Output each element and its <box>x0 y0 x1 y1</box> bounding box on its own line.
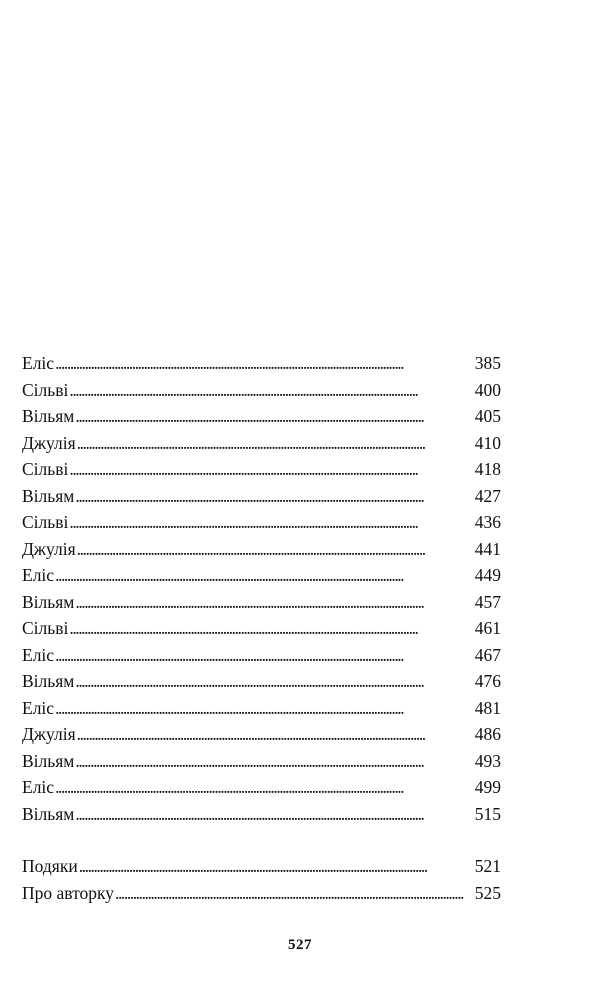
toc-entry-page: 461 <box>474 618 501 638</box>
toc-entry-title: Вільям <box>22 750 75 771</box>
toc-entry-page: 436 <box>474 512 501 532</box>
toc-entry-page: 493 <box>474 750 501 771</box>
toc-entry-page: 385 <box>474 353 501 373</box>
dot-leader <box>55 774 474 801</box>
toc-entry-title: Джулія <box>22 432 76 453</box>
toc-entry-page: 499 <box>474 777 501 797</box>
toc-entry <box>22 430 501 457</box>
dot-leader <box>77 430 474 457</box>
toc-entry-title: Еліс <box>22 353 55 373</box>
dot-leader <box>75 483 473 510</box>
toc-entry <box>22 562 501 589</box>
toc-entry-page: 400 <box>474 379 501 400</box>
toc-entry-page: 486 <box>474 724 501 744</box>
dot-leader <box>75 589 473 616</box>
dot-leader <box>75 668 473 695</box>
toc-entry <box>22 721 501 748</box>
toc-entry-title: Еліс <box>22 777 55 797</box>
dot-leader <box>55 695 474 722</box>
toc-entry-title: Про авторку <box>22 882 115 903</box>
toc-entry-title: Еліс <box>22 565 55 585</box>
toc-entry-title: Сільві <box>22 512 69 532</box>
dot-leader <box>55 562 474 589</box>
toc-entry <box>22 536 501 563</box>
dot-leader <box>69 615 473 642</box>
table-of-contents <box>22 350 501 827</box>
dot-leader <box>77 721 474 748</box>
dot-leader <box>75 748 473 775</box>
toc-entry <box>22 853 501 880</box>
toc-entry-page: 418 <box>474 459 501 479</box>
toc-entry <box>22 483 501 510</box>
toc-entry <box>22 695 501 722</box>
back-matter-contents <box>22 853 501 906</box>
dot-leader <box>77 536 474 563</box>
toc-entry <box>22 801 501 828</box>
toc-entry <box>22 403 501 430</box>
toc-entry-page: 476 <box>474 671 501 691</box>
toc-entry-page: 525 <box>474 882 501 903</box>
toc-entry-title: Джулія <box>22 538 76 559</box>
dot-leader <box>115 880 474 907</box>
toc-entry-page: 467 <box>474 644 501 665</box>
toc-entry-title: Еліс <box>22 697 55 718</box>
dot-leader <box>75 801 473 828</box>
toc-entry <box>22 456 501 483</box>
toc-entry-page: 405 <box>474 406 501 426</box>
toc-entry-title: Вільям <box>22 671 75 691</box>
toc-entry-title: Сільві <box>22 379 69 400</box>
toc-entry <box>22 774 501 801</box>
toc-entry-title: Вільям <box>22 485 75 506</box>
toc-entry-page: 457 <box>474 591 501 612</box>
toc-entry <box>22 880 501 907</box>
dot-leader <box>69 509 473 536</box>
dot-leader <box>75 403 473 430</box>
toc-entry <box>22 668 501 695</box>
dot-leader <box>55 642 474 669</box>
toc-entry-title: Сільві <box>22 459 69 479</box>
toc-entry-page: 427 <box>474 485 501 506</box>
dot-leader <box>69 456 473 483</box>
toc-entry-page: 410 <box>474 432 501 453</box>
toc-entry <box>22 642 501 669</box>
toc-entry-title: Вільям <box>22 803 75 824</box>
toc-entry <box>22 748 501 775</box>
dot-leader <box>55 350 474 377</box>
toc-entry <box>22 589 501 616</box>
dot-leader <box>69 377 473 404</box>
toc-entry <box>22 350 501 377</box>
toc-entry <box>22 377 501 404</box>
toc-entry-page: 481 <box>474 697 501 718</box>
page-number: 527 <box>288 937 312 953</box>
toc-entry-page: 441 <box>474 538 501 559</box>
toc-entry-page: 515 <box>474 803 501 824</box>
dot-leader <box>79 853 474 880</box>
toc-entry-title: Подяки <box>22 856 78 876</box>
toc-entry-title: Вільям <box>22 406 75 426</box>
toc-entry-page: 449 <box>474 565 501 585</box>
toc-entry-title: Джулія <box>22 724 76 744</box>
toc-entry-page: 521 <box>474 856 501 876</box>
toc-entry-title: Вільям <box>22 591 75 612</box>
toc-entry-title: Еліс <box>22 644 55 665</box>
toc-entry <box>22 615 501 642</box>
toc-entry <box>22 509 501 536</box>
toc-entry-title: Сільві <box>22 618 69 638</box>
